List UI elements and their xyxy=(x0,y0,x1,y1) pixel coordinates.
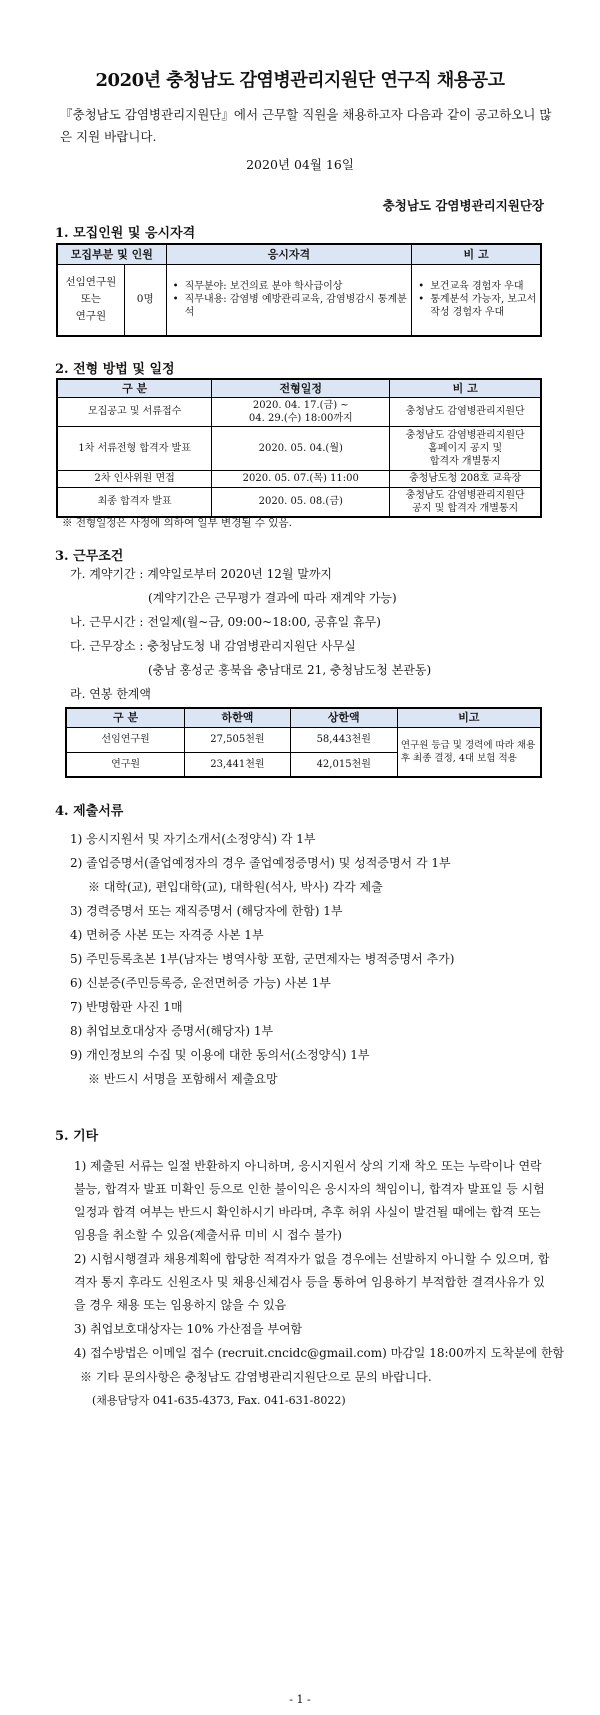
term-line: (충남 홍성군 홍북읍 충남대로 21, 충청남도청 본관동) xyxy=(148,663,432,677)
section-4-heading: 4. 제출서류 xyxy=(55,804,124,819)
qual-cell xyxy=(166,264,412,336)
schedule-date: 2020. 04. 17.(금) ~ 04. 29.(수) 18:00까지 xyxy=(212,397,390,426)
misc-paragraph: 1) 제출된 서류는 일절 반환하지 아니하며, 응시지원서 상의 기재 착오 또는 누락이나 연락 불능, 합격자 발표 미확인 등으로 인한 불이익은 응시자의 책임이니, 합격자 발표일 등 시험일정과 합격 여부는 반드시 확인하시기 바라며, 추후 허위 사실이 발견될 때에는 합격 또는 임용을 취소할 수 있음(제출서류 미비 시 접수 불가) xyxy=(74,1159,545,1242)
schedule-category: 모집공고 및 서류접수 xyxy=(57,397,212,426)
section-1-heading: 1. 모집인원 및 응시자격 xyxy=(55,226,196,241)
section-2-heading: 2. 전형 방법 및 일정 xyxy=(55,362,175,377)
misc-item: 3) 취업보호대상자는 10% 가산점을 부여함 xyxy=(74,1322,303,1336)
header-dept: 모집부분 및 인원 xyxy=(57,244,166,264)
salary-min: 27,505천원 xyxy=(185,727,290,752)
count-cell: 0명 xyxy=(124,264,166,336)
header-category: 구 분 xyxy=(57,379,212,397)
doc-item: 5) 주민등록초본 1부(남자는 병역사항 포함, 군면제자는 병적증명서 추가) xyxy=(70,952,455,966)
doc-item: ※ 반드시 서명을 포함해서 제출요망 xyxy=(88,1072,278,1086)
salary-table xyxy=(65,707,542,778)
schedule-remark: 충청남도 감염병관리지원단 xyxy=(390,397,541,426)
qual-item: • 직무내용: 감염병 예방관리교육, 감염병감시 통계분석 xyxy=(173,293,409,319)
misc-note: ※ 기타 문의사항은 충청남도 감염병관리지원단으로 문의 바랍니다. xyxy=(80,1370,432,1384)
term-line: (계약기간은 근무평가 결과에 따라 재계약 가능) xyxy=(148,591,397,605)
schedule-remark: 충청남도청 208호 교육장 xyxy=(390,470,541,487)
header-remark: 비 고 xyxy=(412,244,541,264)
salary-min: 23,441천원 xyxy=(185,752,290,777)
doc-item: 2) 졸업증명서(졸업예정자의 경우 졸업예정증명서) 및 성적증명서 각 1부 xyxy=(70,856,451,870)
section-5-heading: 5. 기타 xyxy=(55,1129,99,1144)
issuer: 충청남도 감염병관리지원단장 xyxy=(382,198,544,213)
doc-item: 4) 면허증 사본 또는 자격증 사본 1부 xyxy=(70,928,264,942)
header-qual: 응시자격 xyxy=(166,244,412,264)
doc-item: 7) 반명함판 사진 1매 xyxy=(70,1000,183,1014)
schedule-category: 1차 서류전형 합격자 발표 xyxy=(57,426,212,470)
salary-grade: 선임연구원 xyxy=(66,727,185,752)
qual-item: • 직무분야: 보건의료 분야 학사급이상 xyxy=(173,280,409,293)
schedule-category: 최종 합격자 발표 xyxy=(57,487,212,517)
intro-text: 『충청남도 감염병관리지원단』에서 근무할 직원을 채용하고자 다음과 같이 공고하오니 많은 지원 바랍니다. xyxy=(60,107,552,144)
doc-item: 9) 개인정보의 수집 및 이용에 대한 동의서(소정양식) 1부 xyxy=(70,1048,370,1062)
term-line: 다. 근무장소 : 충청남도청 내 감염병관리지원단 사무실 xyxy=(70,639,356,653)
salary-max: 42,015천원 xyxy=(290,752,397,777)
remark-item: • 보건교육 경험자 우대 xyxy=(418,280,537,293)
header-remark: 비 고 xyxy=(390,379,541,397)
schedule-date: 2020. 05. 04.(월) xyxy=(212,426,390,470)
doc-item: 3) 경력증명서 또는 재직증명서 (해당자에 한함) 1부 xyxy=(70,904,343,918)
misc-item: 4) 접수방법은 이메일 접수 (recruit.cncidc@gmail.com) 마감일 18:00까지 도착분에 한함 xyxy=(74,1346,565,1360)
misc-paragraph: 2) 시험시행결과 채용계획에 합당한 적격자가 없을 경우에는 선발하지 아니할 수 있으며, 합격자 통지 후라도 신원조사 및 채용신체검사 등을 통하여 임용하기 부적합한 결격사유가 있을 경우 채용 또는 임용하지 않을 수 있음 xyxy=(74,1252,550,1312)
header-max: 상한액 xyxy=(290,708,397,727)
salary-note: 연구원 등급 및 경력에 따라 채용 후 최종 결정, 4대 보험 적용 xyxy=(397,727,541,777)
notice-date: 2020년 04월 16일 xyxy=(246,157,354,172)
schedule-date: 2020. 05. 07.(목) 11:00 xyxy=(212,470,390,487)
header-remark: 비고 xyxy=(397,708,541,727)
header-min: 하한액 xyxy=(185,708,290,727)
misc-contact: (채용담당자 041-635-4373, Fax. 041-631-8022) xyxy=(92,1394,346,1407)
schedule-category: 2차 인사위원 면접 xyxy=(57,470,212,487)
document-title: 2020년 충청남도 감염병관리지원단 연구직 채용공고 xyxy=(95,70,505,91)
salary-max: 58,443천원 xyxy=(290,727,397,752)
salary-grade: 연구원 xyxy=(66,752,185,777)
term-line: 라. 연봉 한계액 xyxy=(70,687,151,701)
recruit-table xyxy=(56,243,542,337)
schedule-remark: 충청남도 감염병관리지원단 홈페이지 공지 및 합격자 개별통지 xyxy=(390,426,541,470)
doc-item: 8) 취업보호대상자 증명서(해당자) 1부 xyxy=(70,1024,274,1038)
remark-item: • 통계분석 가능자, 보고서 작성 경험자 우대 xyxy=(418,293,537,319)
schedule-date: 2020. 05. 08.(금) xyxy=(212,487,390,517)
header-grade: 구 분 xyxy=(66,708,185,727)
header-schedule: 전형일정 xyxy=(212,379,390,397)
doc-item: 6) 신분증(주민등록증, 운전면허증 가능) 사본 1부 xyxy=(70,976,331,990)
schedule-remark: 충청남도 감염병관리지원단 공지 및 합격자 개별통지 xyxy=(390,487,541,517)
term-line: 나. 근무시간 : 전일제(월~금, 09:00~18:00, 공휴일 휴무) xyxy=(70,615,381,629)
page-number: - 1 - xyxy=(289,1693,311,1706)
term-line: 가. 계약기간 : 계약일로부터 2020년 12월 말까지 xyxy=(70,567,333,581)
schedule-table xyxy=(56,378,542,518)
section-3-heading: 3. 근무조건 xyxy=(55,549,124,564)
schedule-note: ※ 전형일정은 사정에 의하여 일부 변경될 수 있음. xyxy=(62,517,292,529)
doc-item: 1) 응시지원서 및 자기소개서(소정양식) 각 1부 xyxy=(70,832,316,846)
dept-cell: 선임연구원 또는 연구원 xyxy=(57,264,124,336)
doc-item: ※ 대학(교), 편입대학(교), 대학원(석사, 박사) 각각 제출 xyxy=(88,880,383,894)
remark-cell xyxy=(412,264,541,336)
